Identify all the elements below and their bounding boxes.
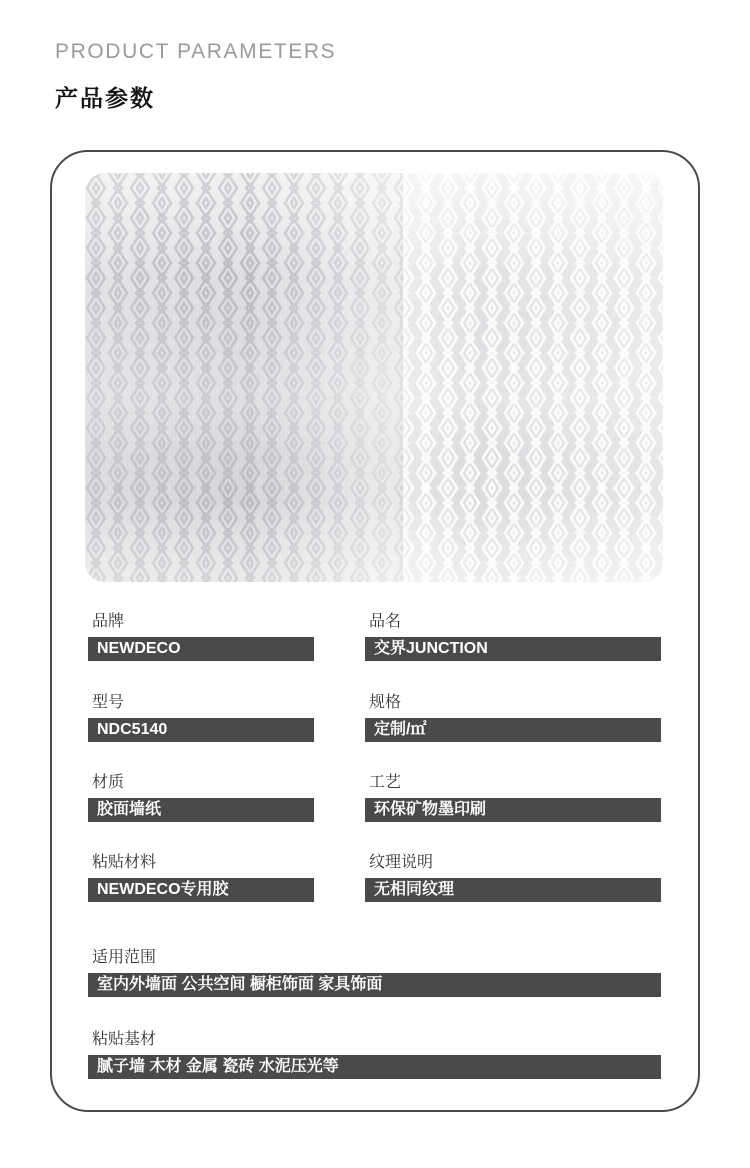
page-title-zh: 产品参数 bbox=[55, 85, 155, 111]
field-label: 粘贴材料 bbox=[92, 854, 157, 871]
field-specification bbox=[365, 693, 661, 742]
field-texture-note bbox=[365, 853, 661, 902]
field-value-bar: NDC5140 bbox=[88, 718, 314, 742]
field-label: 适用范围 bbox=[92, 949, 157, 966]
field-product-name bbox=[365, 612, 661, 661]
wallpaper-pattern-graphic bbox=[85, 173, 663, 582]
field-value-bar: 室内外墙面 公共空间 橱柜饰面 家具饰面 bbox=[88, 973, 661, 997]
product-texture-image bbox=[85, 173, 663, 582]
field-value-bar: NEWDECO bbox=[88, 637, 314, 661]
field-substrate bbox=[88, 1030, 661, 1079]
field-value-bar: 定制/㎡ bbox=[365, 718, 661, 742]
field-value-bar: NEWDECO专用胶 bbox=[88, 878, 314, 902]
parameters-card bbox=[50, 150, 700, 1112]
field-value-bar: 环保矿物墨印刷 bbox=[365, 798, 661, 822]
field-label: 材质 bbox=[92, 774, 125, 791]
field-material bbox=[88, 773, 314, 822]
field-label: 粘贴基材 bbox=[92, 1031, 157, 1048]
field-adhesive-material bbox=[88, 853, 314, 902]
field-value-bar: 无相同纹理 bbox=[365, 878, 661, 902]
field-application-range bbox=[88, 948, 661, 997]
field-label: 品牌 bbox=[92, 613, 125, 630]
field-value-bar: 胶面墙纸 bbox=[88, 798, 314, 822]
field-model bbox=[88, 693, 314, 742]
field-craft bbox=[365, 773, 661, 822]
field-brand bbox=[88, 612, 314, 661]
field-label: 工艺 bbox=[369, 774, 402, 791]
field-label: 型号 bbox=[92, 694, 125, 711]
field-label: 规格 bbox=[369, 694, 402, 711]
field-value-bar: 交界JUNCTION bbox=[365, 637, 661, 661]
field-value-bar: 腻子墙 木材 金属 瓷砖 水泥压光等 bbox=[88, 1055, 661, 1079]
field-label: 品名 bbox=[369, 613, 402, 630]
page-title-en: PRODUCT PARAMETERS bbox=[55, 40, 337, 63]
field-label: 纹理说明 bbox=[369, 854, 434, 871]
